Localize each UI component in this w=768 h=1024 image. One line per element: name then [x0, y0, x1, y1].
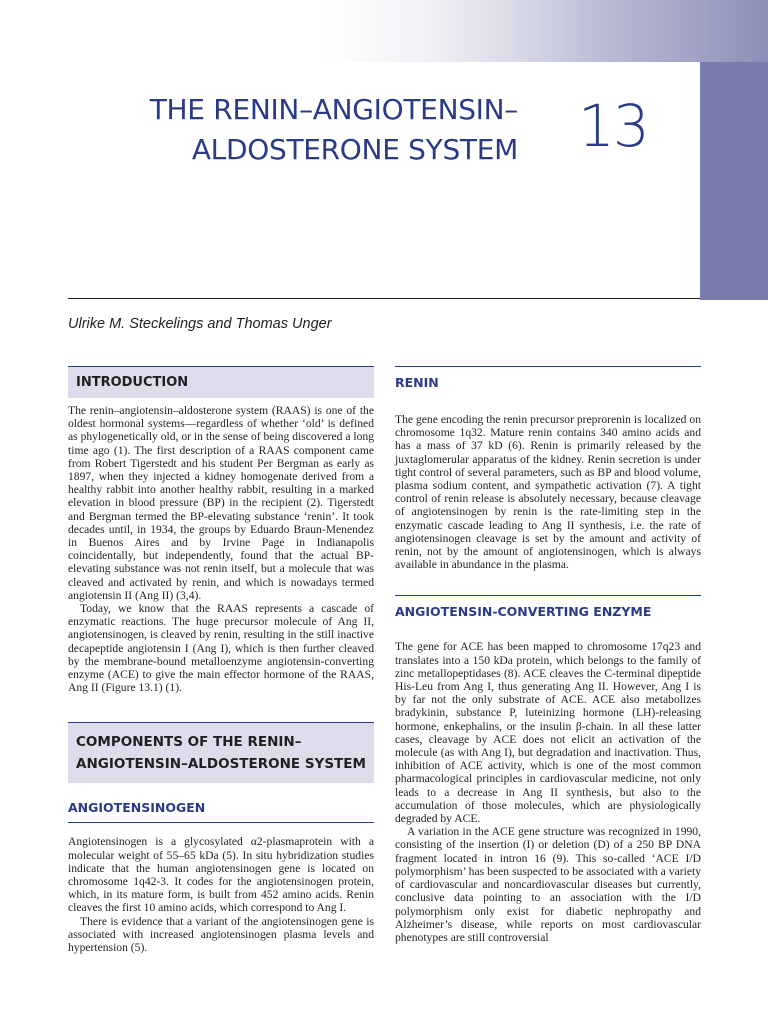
introduction-paragraph-1: The renin–angiotensin–aldosterone system (RAAS) is one of the oldest hormonal systems—regardless of whether ‘old’ is defined as phylogenetically old, or in the sense of being discovered a long time ago (1). The first description of a RAAS component came from Robert Tigerstedt and his student Per Bergman as early as 1897, when they injected a kidney homogenate derived from a healthy rabbit into another healthy rabbit, resulting in a marked elevation in blood pressure (BP) in the recipient (2). Tigerstedt and Bergman termed the BP-elevating substance ‘renin’. It took decades until, in 1934, the groups by Eduardo Braun-Menendez in Buenos Aires and by Irvine Page in Indianapolis coincidentally, but independently, found that the actual BP-elevating substance was not renin itself, but a molecule that was cleaved and activated by renin, and which is nowadays termed angiotensin II (Ang II) (3,4).	[68, 404, 374, 602]
renin-heading: RENIN	[395, 366, 701, 397]
chapter-title	[68, 90, 518, 170]
components-heading-line-2: ANGIOTENSIN–ALDOSTERONE SYSTEM	[76, 756, 366, 773]
ace-paragraph-1: The gene for ACE has been mapped to chromosome 17q23 and translates into a 150 kDa protein, which belongs to the family of zinc metallopeptidases (8). ACE cleaves the C-terminal dipeptide His-Leu from Ang I, thus generating Ang II. However, Ang I is by far not the only substrate of ACE. ACE also metabolizes bradykinin, substance P, luteinizing hormone (LH)-releasing hormone, enkephalins, or the insulin β-chain. In all these latter cases, cleavage by ACE does not elicit an activation of the molecule (as with Ang I), but degradation and inactivation. Thus, inhibition of ACE activity, which is one of the most common pharmacological principles in cardiovascular medicine, not only leads to a decrease in Ang II synthesis, but also to the accumulation of those molecules, which are physiologically degraded by ACE.	[395, 640, 701, 826]
title-rule	[68, 298, 700, 299]
renin-paragraph-1: The gene encoding the renin precursor preprorenin is localized on chromosome 1q32. Mature renin contains 340 amino acids and has a mass of 37 kD (6). Renin is primarily released by the juxtaglomerular apparatus of the kidney. Renin secretion is under tight control of several parameters, such as BP and blood volume, plasma sodium content, and sympathetic activation (7). A tight control of renin release is absolutely necessary, because cleavage of angiotensinogen by renin is the rate-limiting step in the enzymatic cascade leading to Ang II synthesis, i.e. the rate of angiotensinogen cleavage is set by the amount and activity of renin, not by the amount of angiotensinogen, which is always available in abundance in the plasma.	[395, 413, 701, 572]
ace-heading: ANGIOTENSIN-CONVERTING ENZYME	[395, 595, 701, 626]
components-heading-line-1: COMPONENTS OF THE RENIN–	[76, 734, 302, 751]
chapter-title-line-1: THE RENIN–ANGIOTENSIN–	[149, 93, 518, 126]
chapter-sidebar-tab	[700, 62, 768, 300]
chapter-authors: Ulrike M. Steckelings and Thomas Unger	[68, 316, 332, 332]
chapter-title-line-2: ALDOSTERONE SYSTEM	[191, 133, 518, 166]
introduction-paragraph-2: Today, we know that the RAAS represents a cascade of enzymatic reactions. The huge precursor molecule of Ang II, angiotensinogen, is cleaved by renin, resulting in the still inactive decapeptide angiotensin I (Ang I), which is then further cleaved by the membrane-bound metalloenzyme angiotensin-converting enzyme (ACE) to give the main effector hormone of the RAAS, Ang II (Figure 13.1) (1).	[68, 602, 374, 695]
chapter-number: 13	[578, 92, 648, 160]
angiotensinogen-paragraph-2: There is evidence that a variant of the angiotensinogen gene is associated with increased angiotensinogen plasma levels and hypertension (5).	[68, 914, 374, 955]
angiotensinogen-heading: ANGIOTENSINOGEN	[68, 795, 374, 823]
components-heading	[68, 722, 374, 783]
left-column	[68, 366, 374, 954]
introduction-heading: INTRODUCTION	[68, 366, 374, 398]
right-column	[395, 366, 701, 944]
ace-paragraph-2: A variation in the ACE gene structure was recognized in 1990, consisting of the insertion (I) or deletion (D) of a 250 BP DNA fragment located in intron 16 (9). This so-called ‘ACE I/D polymorphism’ has been suspected to be associated with a variety of cardiovascular and noncardiovascular diseases but currently, conclusive data pointing to an association with the I/D polymorphism only exist for diabetic nephropathy and Alzheimer’s disease, while reports on most cardiovascular phenotypes are still controversial	[395, 825, 701, 944]
angiotensinogen-paragraph-1: Angiotensinogen is a glycosylated α2-plasmaprotein with a molecular weight of 55–65 kDa (5). In situ hybridization studies indicate that the human angiotensinogen gene is located on chromosome 1q42-3. It codes for the angiotensinogen protein, which, in its mature form, is built from 452 amino acids. Renin cleaves the first 10 amino acids, which correspond to Ang I.	[68, 835, 374, 915]
